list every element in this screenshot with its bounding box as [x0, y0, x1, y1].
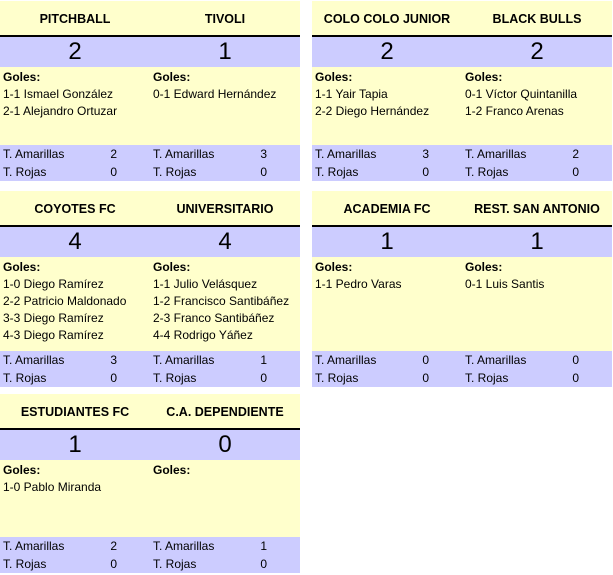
goal-entry: 4-3 Diego Ramírez	[3, 328, 104, 342]
away-red-count: 0	[260, 557, 267, 571]
goal-entry: 0-1 Víctor Quintanilla	[465, 87, 578, 101]
goals-section	[0, 460, 300, 537]
red-cards-label: T. Rojas	[153, 371, 197, 385]
home-yellow-count: 3	[422, 147, 429, 161]
goal-entry: 1-0 Diego Ramírez	[3, 277, 104, 291]
home-team-name: ACADEMIA FC	[343, 202, 431, 216]
score-bar	[0, 225, 300, 257]
red-cards-label: T. Rojas	[465, 165, 509, 179]
red-cards-row	[0, 555, 300, 573]
red-cards-label: T. Rojas	[3, 557, 47, 571]
yellow-cards-label: T. Amarillas	[315, 353, 377, 367]
home-team-name: COLO COLO JUNIOR	[323, 12, 451, 26]
yellow-cards-label: T. Amarillas	[3, 353, 65, 367]
goals-label: Goles:	[465, 70, 503, 84]
yellow-cards-row	[0, 537, 300, 555]
away-team-name: C.A. DEPENDIENTE	[166, 405, 284, 419]
score-bar	[312, 35, 612, 67]
goal-entry: 0-1 Luis Santis	[465, 277, 545, 291]
goal-entry: 1-2 Francisco Santibáñez	[153, 294, 290, 308]
cards-section	[312, 145, 612, 181]
goals-label: Goles:	[3, 260, 41, 274]
home-score: 4	[68, 228, 82, 255]
away-goals	[153, 67, 301, 103]
goal-entry: 4-4 Rodrigo Yáñez	[153, 328, 253, 342]
red-cards-label: T. Rojas	[3, 371, 47, 385]
away-score: 1	[530, 228, 544, 255]
away-team-name: TIVOLI	[204, 12, 246, 26]
away-red-count: 0	[572, 371, 579, 385]
red-cards-row	[312, 369, 612, 387]
home-team-name: ESTUDIANTES FC	[20, 405, 130, 419]
away-red-count: 0	[260, 165, 267, 179]
home-red-count: 0	[422, 165, 429, 179]
red-cards-label: T. Rojas	[153, 165, 197, 179]
red-cards-label: T. Rojas	[153, 557, 197, 571]
red-cards-row	[0, 369, 300, 387]
home-goals	[315, 67, 463, 120]
home-goals	[3, 460, 151, 496]
home-yellow-count: 3	[110, 353, 117, 367]
cards-section	[0, 351, 300, 387]
goal-entry: 1-2 Franco Arenas	[465, 104, 564, 118]
red-cards-label: T. Rojas	[315, 371, 359, 385]
home-goals	[3, 257, 151, 344]
yellow-cards-label: T. Amarillas	[3, 539, 65, 553]
away-team-name: BLACK BULLS	[492, 12, 582, 26]
goals-section	[312, 67, 612, 145]
red-cards-row	[312, 163, 612, 181]
goal-entry: 2-2 Patricio Maldonado	[3, 294, 127, 308]
goals-label: Goles:	[153, 463, 191, 477]
goals-label: Goles:	[153, 70, 191, 84]
goal-entry: 1-1 Julio Velásquez	[153, 277, 258, 291]
away-yellow-count: 2	[572, 147, 579, 161]
home-red-count: 0	[422, 371, 429, 385]
goal-entry: 3-3 Diego Ramírez	[3, 311, 104, 325]
home-red-count: 0	[110, 371, 117, 385]
home-score: 2	[68, 38, 82, 65]
goals-section	[0, 257, 300, 351]
yellow-cards-label: T. Amarillas	[465, 353, 527, 367]
away-score: 2	[530, 38, 544, 65]
yellow-cards-label: T. Amarillas	[465, 147, 527, 161]
score-bar	[0, 428, 300, 460]
goals-label: Goles:	[3, 463, 41, 477]
home-team-name: PITCHBALL	[39, 12, 111, 26]
away-score: 4	[218, 228, 232, 255]
away-goals	[153, 257, 301, 344]
yellow-cards-row	[312, 145, 612, 163]
home-yellow-count: 0	[422, 353, 429, 367]
away-goals	[465, 257, 613, 293]
goals-section	[0, 67, 300, 145]
home-team-name: COYOTES FC	[34, 202, 116, 216]
goal-entry: 1-1 Pedro Varas	[315, 277, 402, 291]
home-score: 1	[68, 431, 82, 458]
goals-section	[312, 257, 612, 351]
cards-section	[312, 351, 612, 387]
yellow-cards-row	[0, 351, 300, 369]
red-cards-label: T. Rojas	[3, 165, 47, 179]
goal-entry: 2-1 Alejandro Ortuzar	[3, 104, 118, 118]
goals-label: Goles:	[315, 70, 353, 84]
home-red-count: 0	[110, 557, 117, 571]
home-score: 2	[380, 38, 394, 65]
away-yellow-count: 3	[260, 147, 267, 161]
home-score: 1	[380, 228, 394, 255]
match-header	[0, 1, 300, 35]
goals-label: Goles:	[3, 70, 41, 84]
goal-entry: 1-0 Pablo Miranda	[3, 480, 102, 494]
match-header	[312, 191, 612, 225]
away-yellow-count: 1	[260, 353, 267, 367]
yellow-cards-label: T. Amarillas	[153, 539, 215, 553]
cards-section	[0, 145, 300, 181]
yellow-cards-label: T. Amarillas	[3, 147, 65, 161]
yellow-cards-row	[312, 351, 612, 369]
home-yellow-count: 2	[110, 147, 117, 161]
home-goals	[315, 257, 463, 293]
match-card	[312, 191, 612, 387]
yellow-cards-row	[0, 145, 300, 163]
red-cards-row	[0, 163, 300, 181]
score-bar	[0, 35, 300, 67]
goals-label: Goles:	[315, 260, 353, 274]
match-card	[0, 1, 300, 181]
away-goals	[465, 67, 613, 120]
yellow-cards-label: T. Amarillas	[153, 353, 215, 367]
away-score: 1	[218, 38, 232, 65]
cards-section	[0, 537, 300, 573]
home-yellow-count: 2	[110, 539, 117, 553]
red-cards-label: T. Rojas	[465, 371, 509, 385]
goal-entry: 1-1 Yair Tapia	[315, 87, 388, 101]
score-bar	[312, 225, 612, 257]
red-cards-label: T. Rojas	[315, 165, 359, 179]
away-team-name: UNIVERSITARIO	[176, 202, 274, 216]
yellow-cards-label: T. Amarillas	[153, 147, 215, 161]
match-header	[0, 394, 300, 428]
away-yellow-count: 1	[260, 539, 267, 553]
away-red-count: 0	[260, 371, 267, 385]
match-header	[312, 1, 612, 35]
goals-label: Goles:	[465, 260, 503, 274]
away-team-name: REST. SAN ANTONIO	[474, 202, 600, 216]
away-score: 0	[218, 431, 232, 458]
goal-entry: 2-3 Franco Santibáñez	[153, 311, 275, 325]
match-card	[0, 191, 300, 387]
match-header	[0, 191, 300, 225]
goal-entry: 1-1 Ismael González	[3, 87, 114, 101]
goal-entry: 2-2 Diego Hernández	[315, 104, 430, 118]
away-goals	[153, 460, 301, 479]
goal-entry: 0-1 Edward Hernández	[153, 87, 277, 101]
away-yellow-count: 0	[572, 353, 579, 367]
home-goals	[3, 67, 151, 120]
match-card	[0, 394, 300, 573]
home-red-count: 0	[110, 165, 117, 179]
goals-label: Goles:	[153, 260, 191, 274]
match-card	[312, 1, 612, 181]
yellow-cards-label: T. Amarillas	[315, 147, 377, 161]
away-red-count: 0	[572, 165, 579, 179]
